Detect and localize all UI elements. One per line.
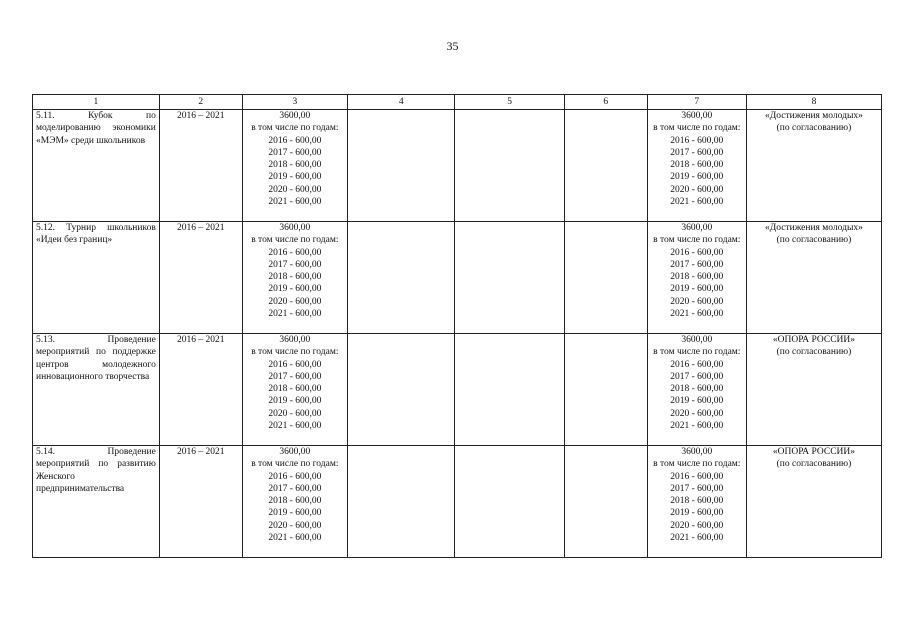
funding-year: 2019 - 600,00 [268,396,322,407]
funding-year: 2019 - 600,00 [670,284,724,295]
funding-year: 2017 - 600,00 [268,483,322,494]
column-header-1: 1 [33,95,160,110]
funding-year: 2016 - 600,00 [268,247,322,258]
funding-year: 2017 - 600,00 [670,259,724,270]
executor-name: «Достижения молодых» [765,111,863,121]
measure-period: 2016 – 2021 [159,222,242,334]
funding-year: 2019 - 600,00 [268,172,322,183]
funding-total: 3600,00 [279,111,311,121]
funding-total-cell [242,334,347,446]
funding-year: 2016 - 600,00 [268,471,322,482]
funding-total: 3600,00 [279,223,311,233]
funding-year: 2018 - 600,00 [268,384,322,395]
funding-sub-label: в том числе по годам: [653,347,741,358]
funding-year: 2021 - 600,00 [268,533,322,544]
table-row [33,222,882,334]
funding-year: 2020 - 600,00 [268,408,322,419]
measure-period: 2016 – 2021 [159,446,242,558]
column-6-cell [564,446,647,558]
funding-year: 2016 - 600,00 [670,135,724,146]
column-header-5: 5 [455,95,564,110]
funding-year: 2019 - 600,00 [268,284,322,295]
funding-year: 2021 - 600,00 [670,421,724,432]
funding-column-7-cell [647,222,746,334]
funding-year: 2018 - 600,00 [268,160,322,171]
funding-total: 3600,00 [681,223,713,233]
column-4-cell [348,446,455,558]
funding-year: 2016 - 600,00 [670,247,724,258]
funding-column-7-cell [647,446,746,558]
funding-year: 2019 - 600,00 [670,508,724,519]
funding-total: 3600,00 [681,335,713,345]
column-header-3: 3 [242,95,347,110]
funding-year: 2021 - 600,00 [670,197,724,208]
funding-year: 2019 - 600,00 [670,172,724,183]
funding-sub-label: в том числе по годам: [251,123,339,134]
executor-note: (по согласованию) [776,459,852,470]
funding-year: 2021 - 600,00 [268,421,322,432]
column-5-cell [455,446,564,558]
column-header-7: 7 [647,95,746,110]
funding-sub-label: в том числе по годам: [251,459,339,470]
funding-year: 2020 - 600,00 [670,184,724,195]
column-6-cell [564,222,647,334]
funding-sub-label: в том числе по годам: [653,459,741,470]
funding-total: 3600,00 [279,447,311,457]
measure-period: 2016 – 2021 [159,110,242,222]
funding-year: 2020 - 600,00 [268,184,322,195]
column-4-cell [348,110,455,222]
funding-total: 3600,00 [681,111,713,121]
executor-cell [746,222,881,334]
column-5-cell [455,334,564,446]
executor-note: (по согласованию) [776,235,852,246]
funding-year: 2018 - 600,00 [670,272,724,283]
funding-sub-label: в том числе по годам: [251,235,339,246]
column-5-cell [455,222,564,334]
table-row [33,446,882,558]
executor-note: (по согласованию) [776,347,852,358]
funding-year: 2019 - 600,00 [670,396,724,407]
funding-year: 2020 - 600,00 [670,296,724,307]
funding-column-7-cell [647,334,746,446]
column-header-6: 6 [564,95,647,110]
header-row [33,95,882,110]
funding-sub-label: в том числе по годам: [653,123,741,134]
funding-year: 2018 - 600,00 [670,384,724,395]
funding-year: 2017 - 600,00 [670,483,724,494]
funding-year: 2020 - 600,00 [268,296,322,307]
funding-year: 2021 - 600,00 [670,309,724,320]
funding-year: 2016 - 600,00 [670,471,724,482]
column-header-4: 4 [348,95,455,110]
funding-year: 2017 - 600,00 [670,147,724,158]
measure-name: 5.11. Кубок по моделированию экономики «МЭМ» среди школьников [33,110,160,222]
funding-year: 2016 - 600,00 [268,359,322,370]
column-5-cell [455,110,564,222]
measure-name: 5.12. Турнир школьников «Идеи без границ» [33,222,160,334]
executor-cell [746,334,881,446]
funding-year: 2018 - 600,00 [268,496,322,507]
table-row [33,334,882,446]
measure-name: 5.13. Проведение мероприятий по поддержке центров молодежного инновационного творчества [33,334,160,446]
funding-total-cell [242,222,347,334]
measures-table [32,94,882,558]
executor-name: «Достижения молодых» [765,223,863,233]
column-4-cell [348,222,455,334]
measure-name: 5.14. Проведение мероприятий по развитию Женского предпринимательства [33,446,160,558]
funding-year: 2021 - 600,00 [268,197,322,208]
funding-year: 2017 - 600,00 [268,147,322,158]
funding-year: 2021 - 600,00 [670,533,724,544]
funding-year: 2020 - 600,00 [670,408,724,419]
funding-year: 2021 - 600,00 [268,309,322,320]
funding-year: 2017 - 600,00 [268,259,322,270]
measure-period: 2016 – 2021 [159,334,242,446]
funding-total: 3600,00 [279,335,311,345]
column-header-8: 8 [746,95,881,110]
funding-year: 2019 - 600,00 [268,508,322,519]
funding-total: 3600,00 [681,447,713,457]
funding-year: 2018 - 600,00 [670,496,724,507]
funding-year: 2020 - 600,00 [670,520,724,531]
column-4-cell [348,334,455,446]
funding-column-7-cell [647,110,746,222]
funding-year: 2016 - 600,00 [670,359,724,370]
executor-name: «ОПОРА РОССИИ» [772,335,856,345]
funding-total-cell [242,110,347,222]
page-number: 35 [446,39,459,53]
funding-year: 2018 - 600,00 [268,272,322,283]
funding-total-cell [242,446,347,558]
funding-year: 2016 - 600,00 [268,135,322,146]
column-header-2: 2 [159,95,242,110]
funding-year: 2017 - 600,00 [670,371,724,382]
executor-note: (по согласованию) [776,123,852,134]
funding-year: 2020 - 600,00 [268,520,322,531]
funding-year: 2017 - 600,00 [268,371,322,382]
executor-name: «ОПОРА РОССИИ» [772,447,856,457]
column-6-cell [564,334,647,446]
executor-cell [746,110,881,222]
table-row [33,110,882,222]
column-6-cell [564,110,647,222]
executor-cell [746,446,881,558]
funding-sub-label: в том числе по годам: [653,235,741,246]
funding-year: 2018 - 600,00 [670,160,724,171]
funding-sub-label: в том числе по годам: [251,347,339,358]
